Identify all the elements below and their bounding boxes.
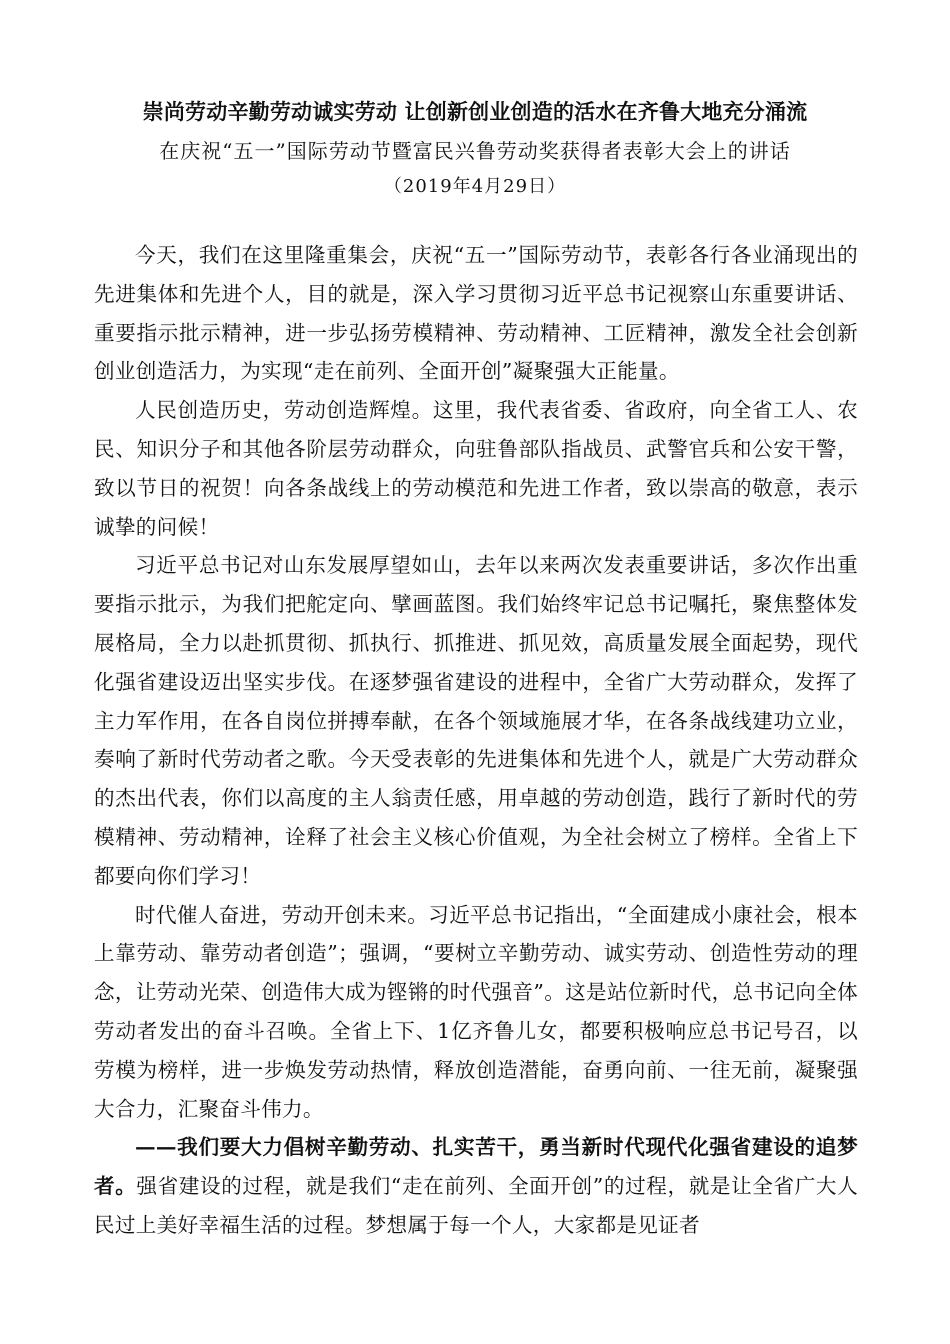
document-subtitle: 在庆祝“五一”国际劳动节暨富民兴鲁劳动奖获得者表彰大会上的讲话 — [159, 139, 791, 163]
document-title: 崇尚劳动辛勤劳动诚实劳动 让创新创业创造的活水在齐鲁大地充分涌流 — [142, 99, 808, 124]
paragraph-5-bold-lead: ——我们要大力倡树辛勤劳动、扎实苦干，勇当新时代现代化强省建设的追梦者。 — [94, 1135, 858, 1199]
document-body — [94, 236, 858, 1245]
paragraph-4: 时代催人奋进，劳动开创未来。习近平总书记指出，“全面建成小康社会，根本上靠劳动、靠劳动者创造”；强调，“要树立辛勤劳动、诚实劳动、创造性劳动的理念，让劳动光荣、创造伟大成为铿锵的时代强音”。这是站位新时代，总书记向全体劳动者发出的奋斗召唤。全省上下、1亿齐鲁儿女，都要积极响应总书记号召，以劳模为榜样，进一步焕发劳动热情，释放创造潜能，奋勇向前、一往无前，凝聚强大合力，汇聚奋斗伟力。 — [94, 902, 858, 1121]
paragraph-5 — [94, 1128, 858, 1244]
paragraph-1: 今天，我们在这里隆重集会，庆祝“五一”国际劳动节，表彰各行各业涌现出的先进集体和先进个人，目的就是，深入学习贯彻习近平总书记视察山东重要讲话、重要指示批示精神，进一步弘扬劳模精神、劳动精神、工匠精神，激发全社会创新创业创造活力，为实现“走在前列、全面开创”凝聚强大正能量。 — [94, 243, 858, 384]
paragraph-2: 人民创造历史，劳动创造辉煌。这里，我代表省委、省政府，向全省工人、农民、知识分子和其他各阶层劳动群众，向驻鲁部队指战员、武警官兵和公安干警，致以节日的祝贺！向各条战线上的劳动模范和先进工作者，致以崇高的敬意，表示诚挚的问候！ — [94, 398, 858, 539]
document-date: （2019年4月29日） — [383, 176, 567, 197]
paragraph-5-text: 强省建设的过程，就是我们“走在前列、全面开创”的过程，就是让全省广大人民过上美好幸福生活的过程。梦想属于每一个人，大家都是见证者 — [94, 1174, 858, 1237]
paragraph-3: 习近平总书记对山东发展厚望如山，去年以来两次发表重要讲话，多次作出重要指示批示，为我们把舵定向、擘画蓝图。我们始终牢记总书记嘱托，聚焦整体发展格局，全力以赴抓贯彻、抓执行、抓推进、抓见效，高质量发展全面起势，现代化强省建设迈出坚实步伐。在逐梦强省建设的进程中，全省广大劳动群众，发挥了主力军作用，在各自岗位拼搏奉献，在各个领域施展才华，在各条战线建功立业，奏响了新时代劳动者之歌。今天受表彰的先进集体和先进个人，就是广大劳动群众的杰出代表，你们以高度的主人翁责任感，用卓越的劳动创造，践行了新时代的劳模精神、劳动精神，诠释了社会主义核心价值观，为全社会树立了榜样。全省上下都要向你们学习！ — [94, 553, 858, 888]
